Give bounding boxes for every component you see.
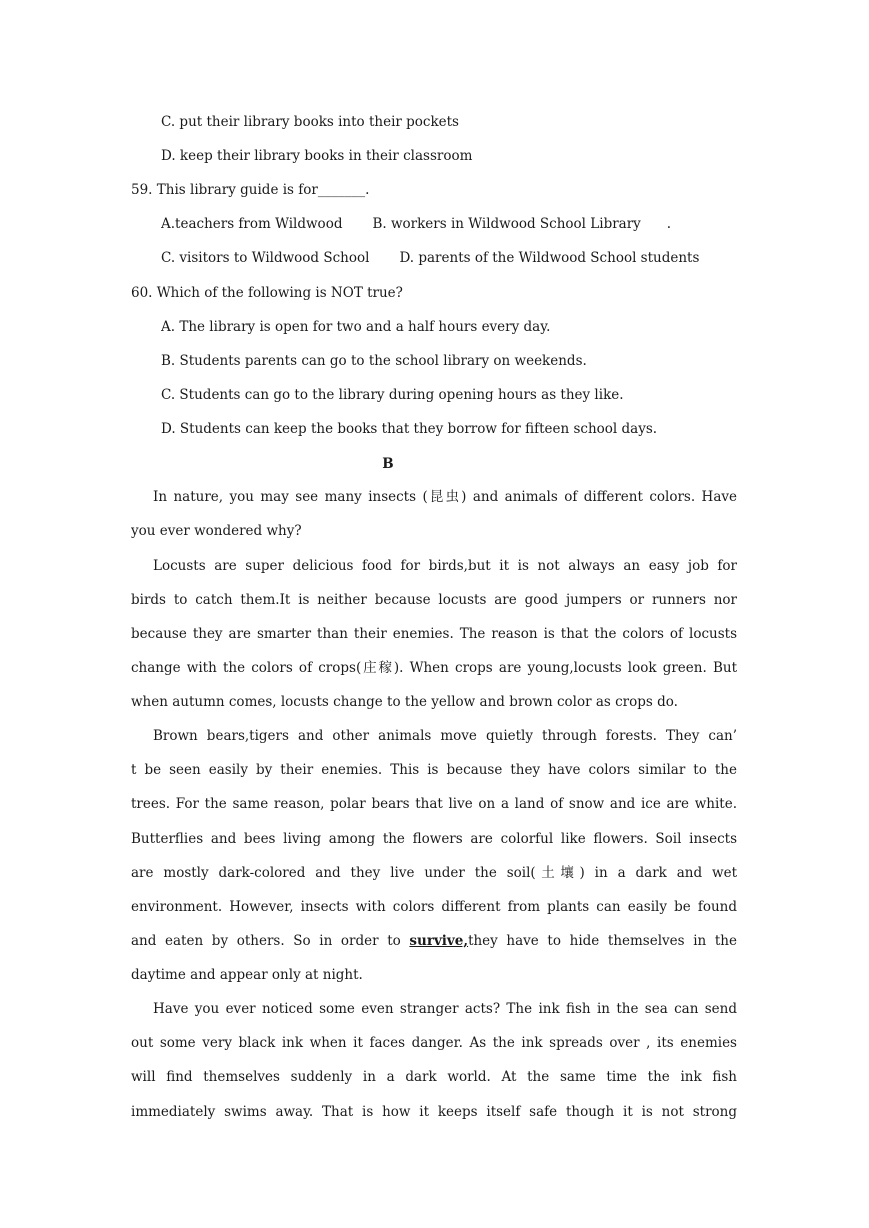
paragraph-line: Have you ever noticed some even stranger acts? The ink fish in the sea can send: [153, 1001, 737, 1017]
paragraph-line: trees. For the same reason, polar bears that live on a land of snow and ice are white.: [131, 796, 737, 812]
survive-sentence-end: they have to hide themselves in the: [468, 933, 737, 949]
q58-option-d: D. keep their library books in their classroom: [161, 148, 473, 164]
q59-options-cd: [161, 248, 737, 268]
paragraph-line: Brown bears,tigers and other animals move quietly through forests. They can’: [153, 728, 737, 744]
q60-option-a: A. The library is open for two and a half hours every day.: [161, 319, 551, 335]
q59-option-a: A.teachers from Wildwood: [161, 216, 343, 232]
paragraph-line: are mostly dark-colored and they live under the soil(土壤) in a dark and wet: [131, 865, 737, 881]
section-heading: B: [382, 456, 394, 472]
paragraph-line: daytime and appear only at night.: [131, 967, 363, 983]
q60-option-b: B. Students parents can go to the school library on weekends.: [161, 353, 587, 369]
q59-option-d: D. parents of the Wildwood School students: [399, 250, 700, 266]
paragraph-line: In nature, you may see many insects (昆虫) and animals of different colors. Have: [153, 489, 737, 505]
paragraph-line: t be seen easily by their enemies. This is because they have colors similar to the: [131, 762, 737, 778]
paragraph-line: immediately swims away. That is how it keeps itself safe though it is not strong: [131, 1104, 737, 1120]
q60-stem: 60. Which of the following is NOT true?: [131, 285, 403, 301]
paragraph-line: when autumn comes, locusts change to the yellow and brown color as crops do.: [131, 694, 678, 710]
paragraph-line: out some very black ink when it faces danger. As the ink spreads over , its enemies: [131, 1035, 737, 1051]
survive-sentence-start: and eaten by others. So in order to: [131, 933, 410, 949]
paragraph-line: environment. However, insects with colors different from plants can easily be found: [131, 899, 737, 915]
underlined-word-survive: survive,: [409, 933, 469, 949]
q59-option-b: B. workers in Wildwood School Library: [372, 216, 641, 232]
q59-options-ab: [161, 214, 737, 234]
q59-stem: 59. This library guide is for_______.: [131, 182, 370, 198]
q59-option-c: C. visitors to Wildwood School: [161, 250, 370, 266]
paragraph-line: will find themselves suddenly in a dark world. At the same time the ink fish: [131, 1069, 737, 1085]
q59-option-b-trail: .: [666, 216, 672, 232]
paragraph-line: because they are smarter than their enemies. The reason is that the colors of locusts: [131, 626, 737, 642]
paragraph-line: [131, 931, 737, 951]
q60-option-c: C. Students can go to the library during opening hours as they like.: [161, 387, 624, 403]
paragraph-line: change with the colors of crops(庄稼). When crops are young,locusts look green. But: [131, 660, 737, 676]
paragraph-line: Locusts are super delicious food for birds,but it is not always an easy job for: [153, 558, 737, 574]
paragraph-line: Butterflies and bees living among the flowers are colorful like flowers. Soil insects: [131, 831, 737, 847]
paragraph-line: you ever wondered why?: [131, 523, 302, 539]
paragraph-line: birds to catch them.It is neither because locusts are good jumpers or runners nor: [131, 592, 737, 608]
q58-option-c: C. put their library books into their pockets: [161, 114, 459, 130]
q60-option-d: D. Students can keep the books that they borrow for fifteen school days.: [161, 421, 658, 437]
